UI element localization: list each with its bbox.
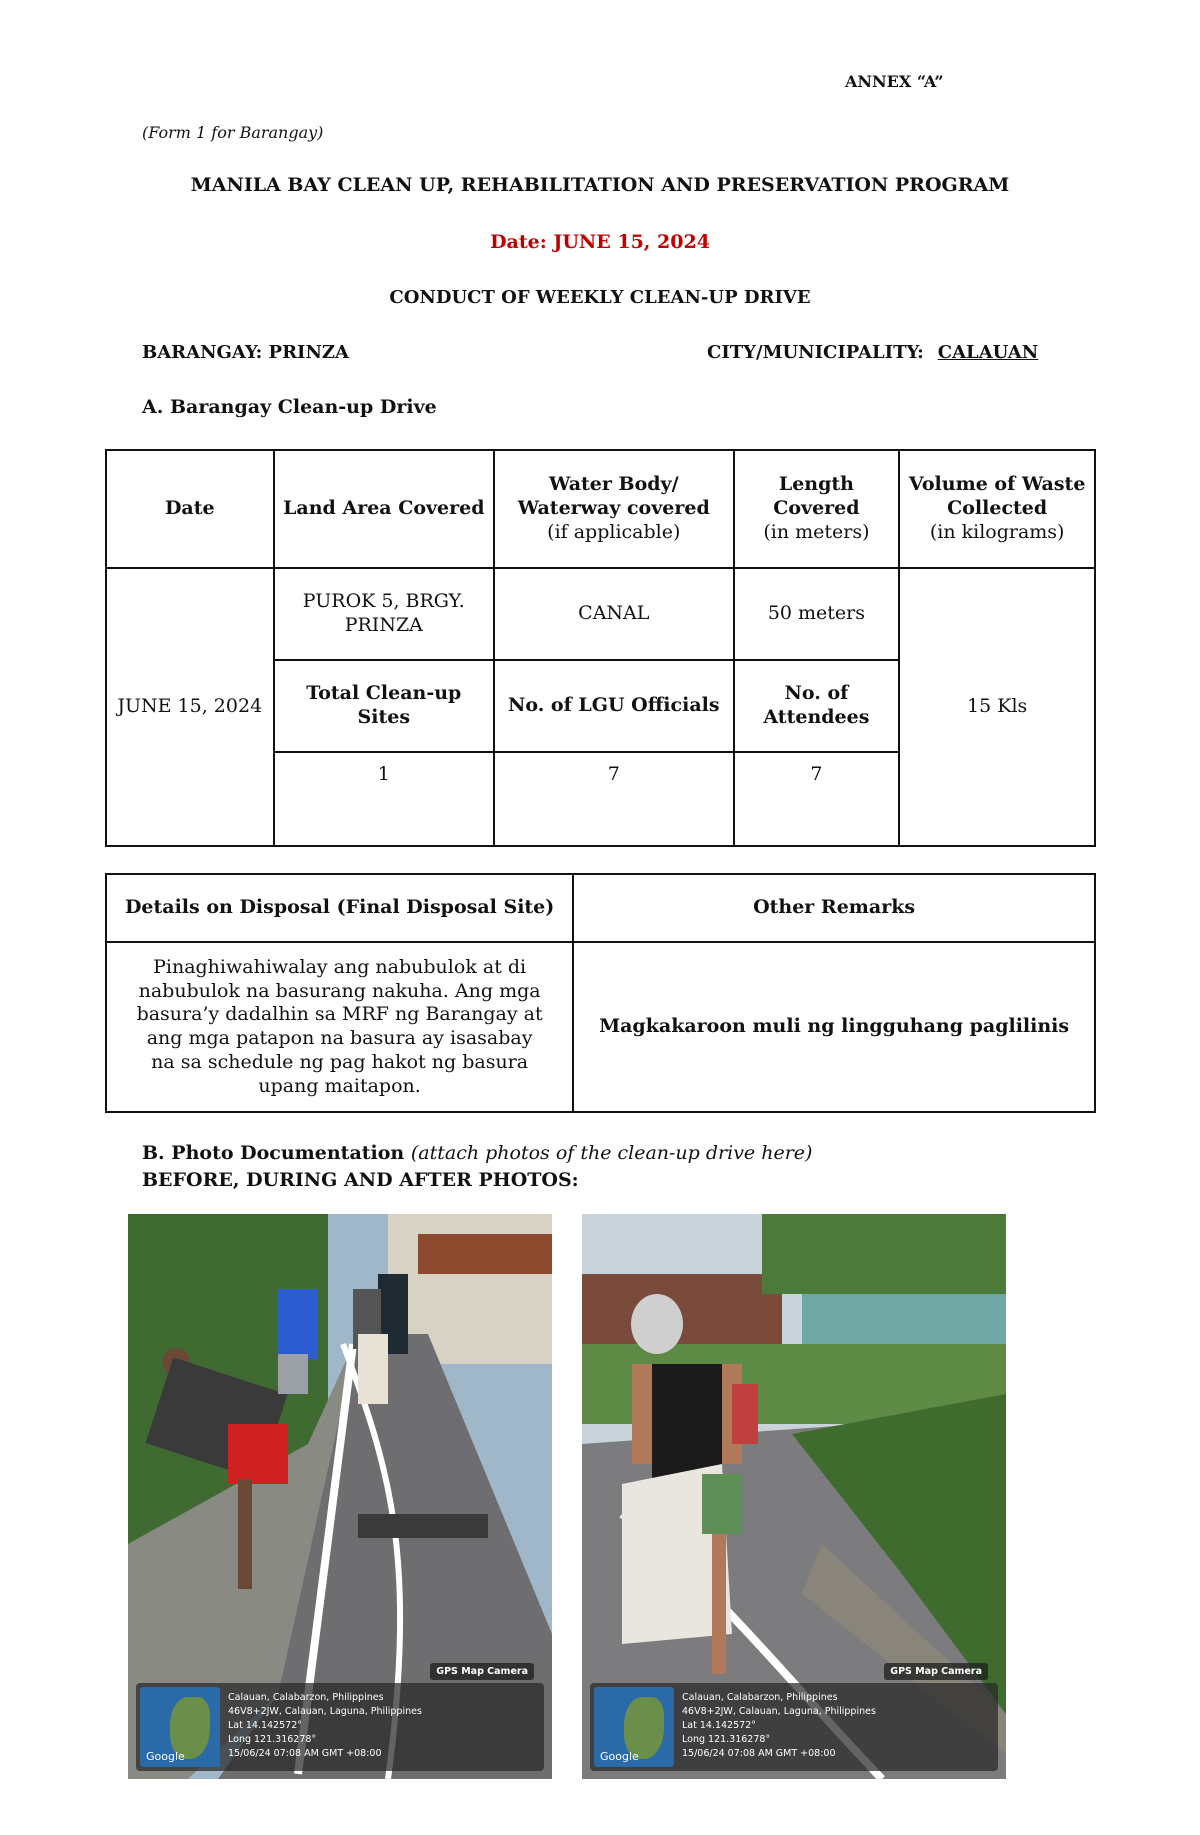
google-logo: Google — [146, 1750, 185, 1763]
table-row — [106, 942, 1095, 1112]
gps-overlay — [590, 1666, 998, 1771]
table-row — [106, 568, 1095, 660]
header-water-body-label: Water Body/ Waterway covered — [517, 473, 710, 520]
photos-heading: BEFORE, DURING AND AFTER PHOTOS: — [142, 1169, 579, 1191]
section-b-title: B. Photo Documentation — [142, 1142, 405, 1164]
cell-date: JUNE 15, 2024 — [106, 568, 274, 846]
section-b-heading — [142, 1142, 812, 1164]
header-sites: Total Clean-up Sites — [274, 660, 494, 752]
cleanup-drive-table — [105, 449, 1096, 847]
cell-remarks: Magkakaroon muli ng lingguhang paglilinis — [573, 942, 1095, 1112]
header-water-body — [494, 450, 733, 568]
cell-officials: 7 — [494, 752, 733, 846]
gps-timestamp: 15/06/24 07:08 AM GMT +08:00 — [682, 1748, 836, 1759]
cell-volume: 15 Kls — [899, 568, 1095, 846]
header-officials: No. of LGU Officials — [494, 660, 733, 752]
gps-details — [682, 1691, 876, 1761]
gps-camera-tag: GPS Map Camera — [884, 1663, 988, 1680]
header-land-area: Land Area Covered — [274, 450, 494, 568]
annex-label: ANNEX “A” — [845, 72, 944, 91]
header-length-label: Length Covered — [773, 473, 860, 520]
gps-address: 46V8+2JW, Calauan, Laguna, Philippines — [682, 1706, 876, 1717]
gps-overlay — [136, 1666, 544, 1771]
header-volume-label: Volume of Waste Collected — [908, 473, 1086, 520]
header-volume — [899, 450, 1095, 568]
cell-water-body: CANAL — [494, 568, 733, 660]
gps-location: Calauan, Calabarzon, Philippines — [228, 1692, 384, 1703]
city-value: CALAUAN — [937, 342, 1039, 363]
barangay-line: BARANGAY: PRINZA — [142, 342, 350, 363]
city-line — [707, 342, 1038, 363]
cell-attendees: 7 — [734, 752, 900, 846]
header-attendees: No. of Attendees — [734, 660, 900, 752]
cell-length: 50 meters — [734, 568, 900, 660]
cell-land-area: PUROK 5, BRGY. PRINZA — [274, 568, 494, 660]
cleanup-photo-before — [128, 1214, 552, 1779]
gps-minimap — [594, 1687, 674, 1767]
header-water-body-note: (if applicable) — [547, 520, 681, 543]
gps-lat: Lat 14.142572° — [682, 1720, 756, 1731]
cleanup-photo-during — [582, 1214, 1006, 1779]
cell-disposal-details: Pinaghiwahiwalay ang nabubulok at di nabubulok na basurang nakuha. Ang mga basura’y dadalhin sa MRF ng Barangay at ang mga patapon na basura ay isasabay na sa schedule ng pag hakot ng basura upang maitapon. — [106, 942, 573, 1112]
section-a-heading: A. Barangay Clean-up Drive — [142, 396, 437, 418]
header-length — [734, 450, 900, 568]
header-date: Date — [106, 450, 274, 568]
gps-details — [228, 1691, 422, 1761]
gps-camera-tag: GPS Map Camera — [430, 1663, 534, 1680]
gps-timestamp: 15/06/24 07:08 AM GMT +08:00 — [228, 1748, 382, 1759]
header-remarks: Other Remarks — [573, 874, 1095, 942]
disposal-table — [105, 873, 1096, 1113]
drive-title: CONDUCT OF WEEKLY CLEAN-UP DRIVE — [389, 287, 811, 308]
page-title: MANILA BAY CLEAN UP, REHABILITATION AND PRESERVATION PROGRAM — [190, 174, 1010, 196]
gps-lat: Lat 14.142572° — [228, 1720, 302, 1731]
header-disposal: Details on Disposal (Final Disposal Site) — [106, 874, 573, 942]
table-header-row — [106, 874, 1095, 942]
header-volume-note: (in kilograms) — [929, 520, 1065, 543]
gps-address: 46V8+2JW, Calauan, Laguna, Philippines — [228, 1706, 422, 1717]
google-logo: Google — [600, 1750, 639, 1763]
gps-minimap — [140, 1687, 220, 1767]
gps-long: Long 121.316278° — [228, 1734, 317, 1745]
form-note: (Form 1 for Barangay) — [142, 123, 324, 142]
cell-sites: 1 — [274, 752, 494, 846]
header-length-note: (in meters) — [763, 520, 870, 543]
gps-long: Long 121.316278° — [682, 1734, 771, 1745]
city-label: CITY/MUNICIPALITY: — [707, 342, 924, 363]
report-date: Date: JUNE 15, 2024 — [490, 231, 710, 253]
gps-location: Calauan, Calabarzon, Philippines — [682, 1692, 838, 1703]
table-header-row — [106, 450, 1095, 568]
section-b-note: (attach photos of the clean-up drive here) — [410, 1142, 813, 1164]
